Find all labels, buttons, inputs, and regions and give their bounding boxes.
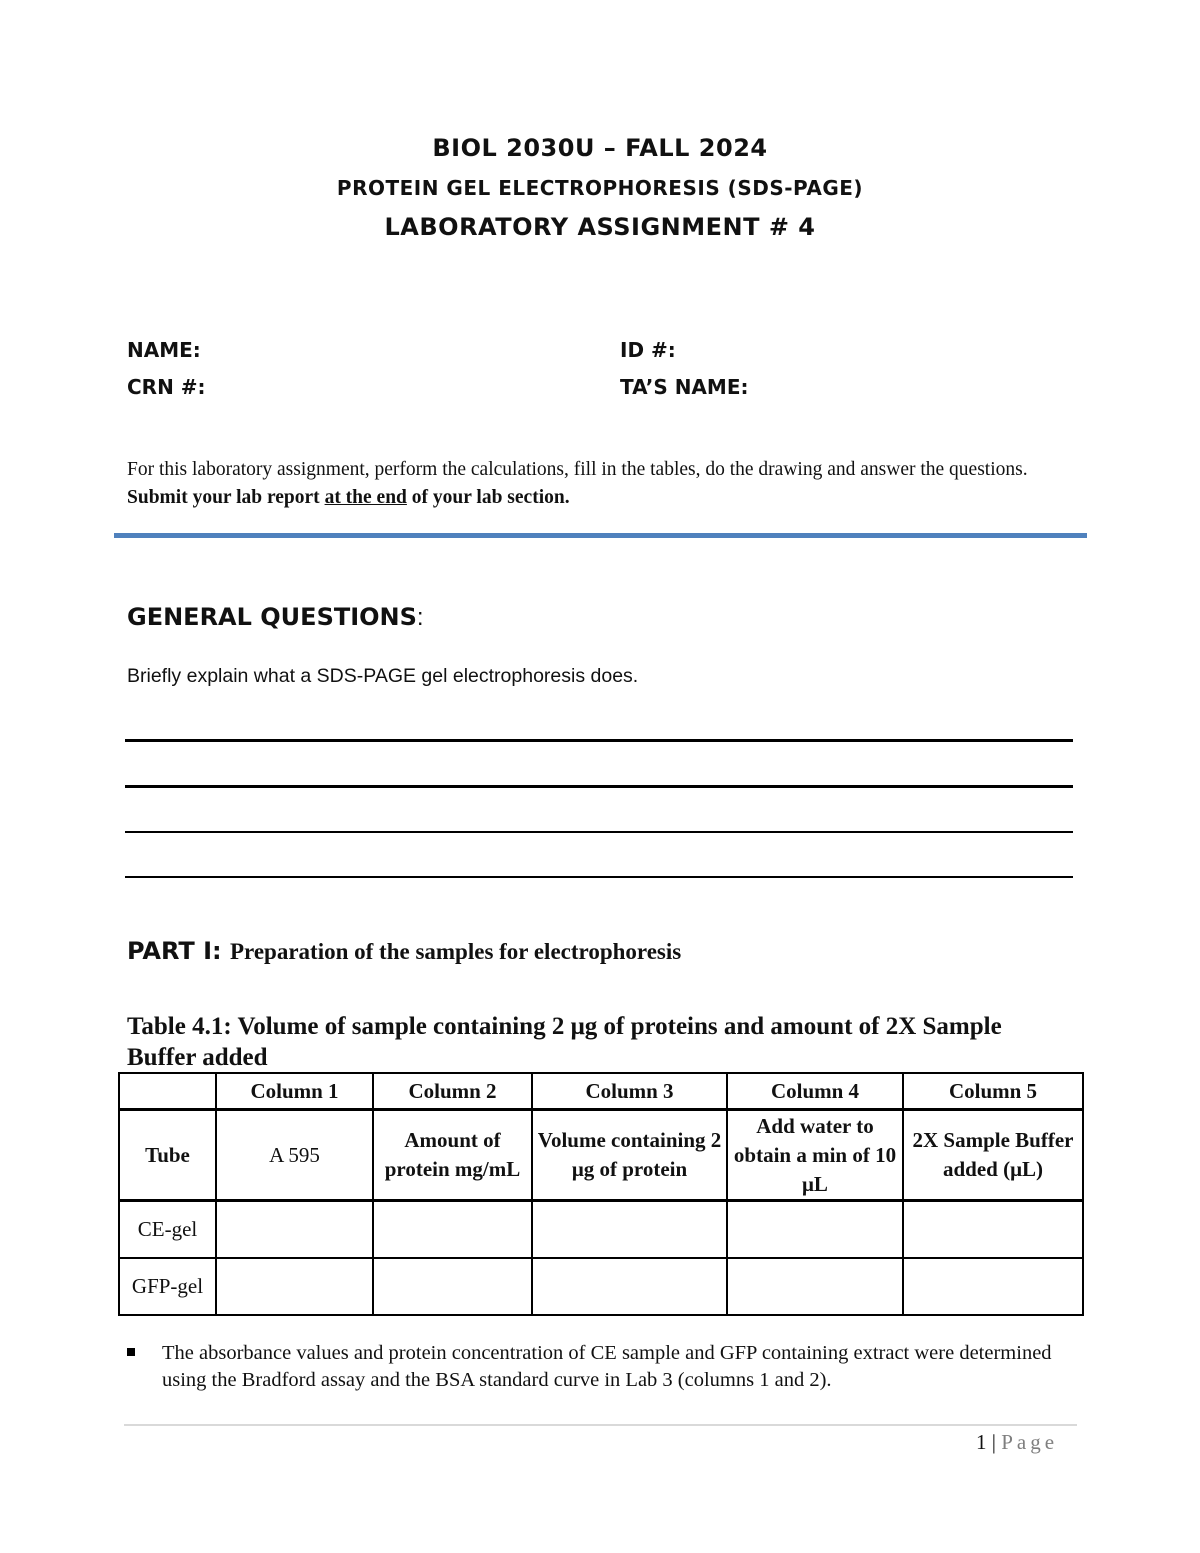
instructions-underlined: at the end [324,487,407,508]
table-caption: Table 4.1: Volume of sample containing 2 μg of proteins and amount of 2X Sample Buffer added [127,1013,1002,1071]
instructions-paragraph [127,456,1067,512]
table-row [119,1201,1083,1259]
general-questions-heading [127,603,424,632]
header-cell: A 595 [216,1110,373,1201]
header-cell: 2X Sample Buffer added (μL) [903,1110,1083,1201]
crn-label: CRN #: [127,375,206,399]
input-cell[interactable] [903,1201,1083,1259]
page-number: 1 [976,1430,987,1454]
input-cell[interactable] [532,1258,727,1315]
course-title: BIOL 2030U – FALL 2024 [432,134,768,162]
ta-name-label: TA’S NAME: [620,375,749,399]
answer-line[interactable] [125,876,1073,878]
header-cell: Amount of protein mg/mL [373,1110,532,1201]
part-one-heading [127,937,681,965]
input-cell[interactable] [903,1258,1083,1315]
part-one-subtitle: Preparation of the samples for electrophoresis [229,939,682,964]
sample-prep-table [118,1072,1084,1316]
answer-line[interactable] [125,785,1073,788]
name-label: NAME: [127,338,201,362]
column-number-cell [119,1073,216,1110]
header-cell: Tube [119,1110,216,1201]
tube-cell: CE-gel [119,1201,216,1259]
input-cell[interactable] [216,1258,373,1315]
input-cell[interactable] [727,1201,903,1259]
bullet-icon [127,1348,135,1356]
column-number-cell: Column 5 [903,1073,1083,1110]
general-questions-title: GENERAL QUESTIONS [127,603,417,631]
id-label: ID #: [620,338,676,362]
answer-line[interactable] [125,739,1073,742]
column-number-cell: Column 1 [216,1073,373,1110]
table-row [119,1258,1083,1315]
page-separator: | [986,1430,1002,1454]
general-questions-colon: : [416,604,424,631]
part-one-label: PART I: [127,937,222,965]
instructions-text: For this laboratory assignment, perform the calculations, fill in the tables, do the drawing and answer the questions. [127,459,1028,480]
header-cell: Volume containing 2 μg of protein [532,1110,727,1201]
page-footer [976,1430,1058,1455]
input-cell[interactable] [532,1201,727,1259]
section-divider [114,533,1087,538]
input-cell[interactable] [727,1258,903,1315]
header-row [119,1110,1083,1201]
column-number-cell: Column 4 [727,1073,903,1110]
input-cell[interactable] [216,1201,373,1259]
answer-line[interactable] [125,831,1073,833]
input-cell[interactable] [373,1201,532,1259]
question-text: Briefly explain what a SDS-PAGE gel electrophoresis does. [127,665,639,687]
column-number-cell: Column 3 [532,1073,727,1110]
lab-title: PROTEIN GEL ELECTROPHORESIS (SDS-PAGE) [336,176,864,200]
footer-divider [124,1424,1077,1426]
page-word: Page [1001,1430,1059,1454]
instructions-bold-b: of your lab section. [406,487,570,508]
input-cell[interactable] [373,1258,532,1315]
header-cell: Add water to obtain a min of 10 μL [727,1110,903,1201]
instructions-bold-a: Submit your lab report [127,487,325,508]
tube-cell: GFP-gel [119,1258,216,1315]
note-text: The absorbance values and protein concentration of CE sample and GFP containing extract were determined using the Bradford assay and the BSA standard curve in Lab 3 (columns 1 and 2). [162,1342,1052,1391]
column-number-cell: Column 2 [373,1073,532,1110]
assignment-title: LABORATORY ASSIGNMENT # 4 [384,213,816,241]
column-number-row [119,1073,1083,1110]
